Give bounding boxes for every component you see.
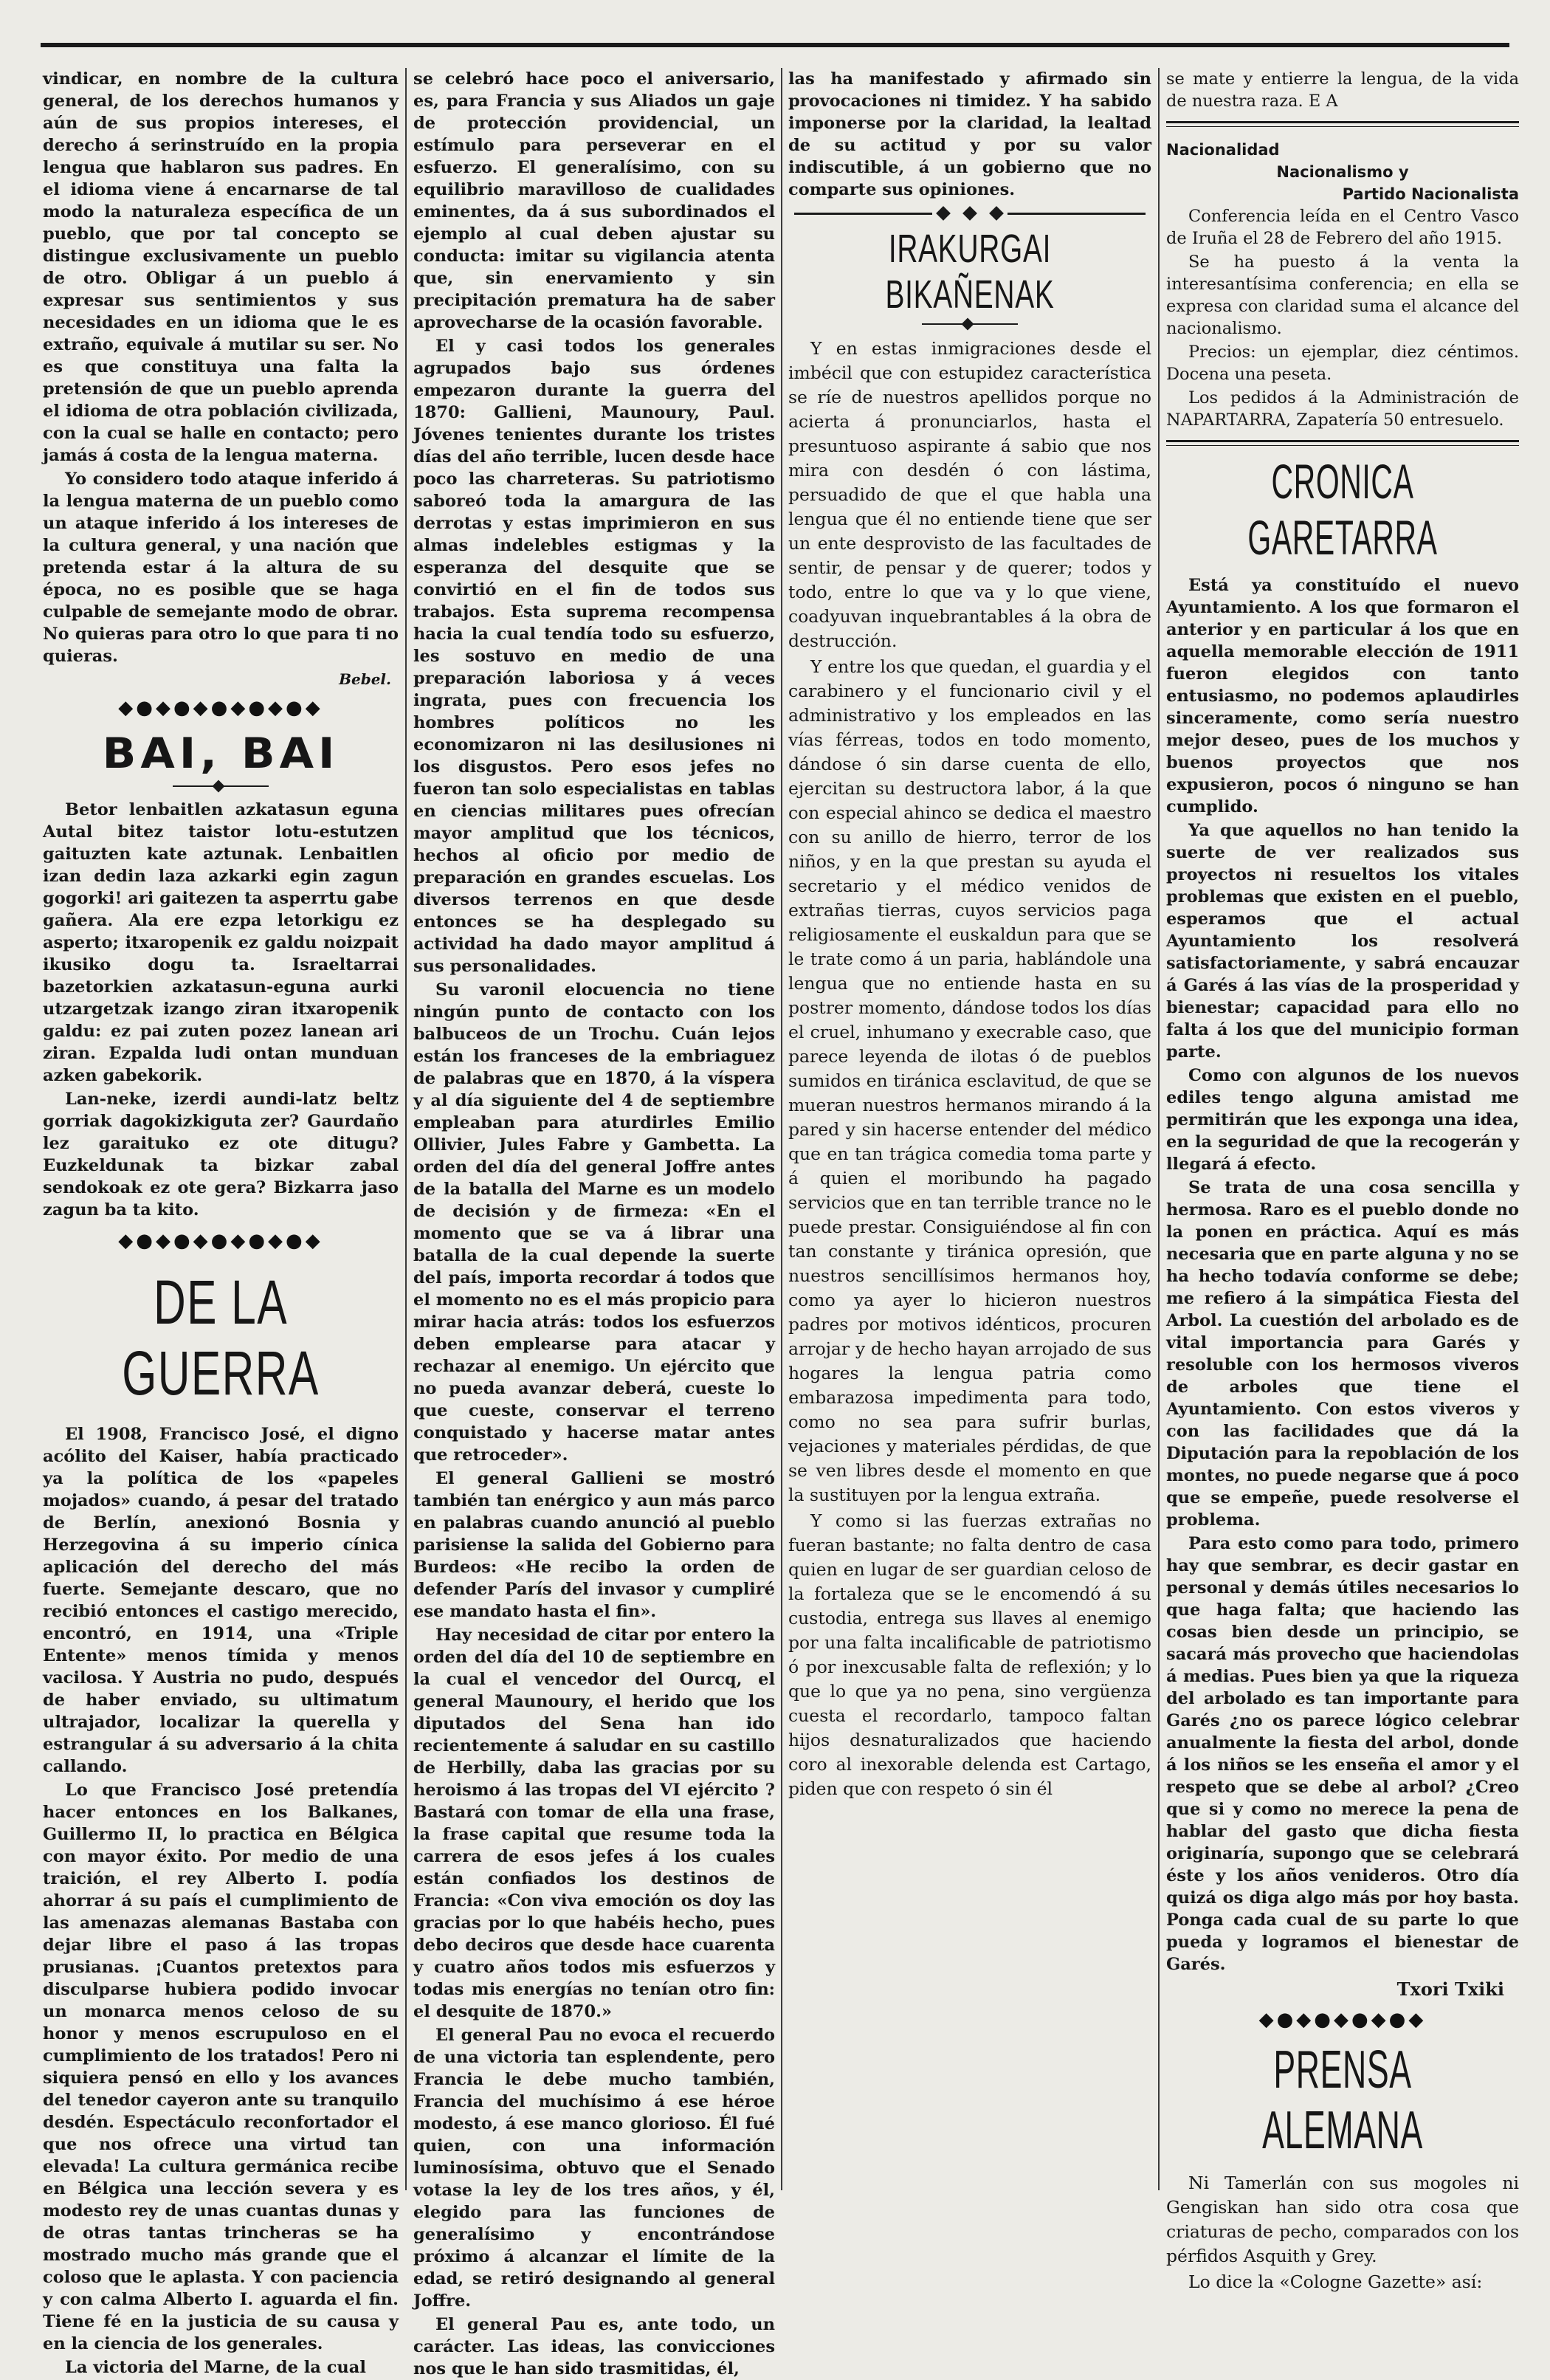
paragraph: Y entre los que quedan, el guardia y el carabinero y el funcionario civil y el administrativo y los empleados en las vías férreas, todos en todo momento, dándose ó sin darse cuenta de ello, ejercitan su destructora labor, á la que con especial ahinco se dedica el maestro con su anillo de hierro, terror de los niños, y en la que prestan su ayuda el secretario y el médico venidos de extrañas tierras, cuyos servicios paga religiosamente el euskaldun para que se le trate como á un paria, hablándole una lengua que no entiende hasta en su postrer momento, dándose todos los días el cruel, inhumano y execrable caso, que parece leyenda de ilotas ó de pueblos sumidos en tiránica esclavitud, de que se mueran nuestros hermanos mirando á la pared y sin hacerse entender del médico que en tan trágica comedia toma parte y á quien el moribundo ha pagado servicios que en tan terrible trance no le puede prestar. Consiguiéndose al fin con tan constante y tiránica opresión, que nuestros sencillísimos hermanos hoy, como ya ayer lo hicieron nuestros padres por motivos idénticos, procuren arrojar y de hecho hayan arrojado de sus hogares la lengua patria como embarazosa impedimenta para todo, como no sea para sufrir burlas, vejaciones y materiales pérdidas, de que se ven libres desde el momento en que la sustituyen por la lengua extraña.: [788, 656, 1151, 1505]
paragraph: Y como si las fuerzas extrañas no fueran bastante; no falta dentro de casa quien en lugar de ser guardian celoso de la fortaleza que se le encomendó á su custodia, entrega sus llaves al enemigo por una falta incalificable de patriotismo ó por inexcusable falta de reflexión; y lo que lo que ya no pena, sino vergüenza cuesta el recordarlo, tampoco faltan hijos desnaturalizados que haciendo coro al inexorable delenda est Cartago, piden que con respeto ó sin él: [788, 1510, 1151, 1799]
paragraph: La victoria del Marne, de la cual: [65, 2358, 366, 2377]
paragraph: Está ya constituído el nuevo Ayuntamiento. A los que formaron el anterior y en particular á los que en aquella memorable elección de 1911 fueron elegidos con tanto entusiasmo, no podemos aplaudirles sinceramente, como sería nuestro mejor deseo, pues de los muchos y buenos proyectos que nos expusieron, pocos ó ninguno se han cumplido.: [1166, 576, 1519, 816]
paragraph: El general Gallieni se mostró también tan enérgico y aun más parco en palabras cuando anunció al pueblo parisiense la salida del Gobierno para Burdeos: «He recibo la orden de defender París del invasor y cumpliré ese mandato hasta el fin».: [413, 1469, 775, 1621]
double-rule: [1166, 440, 1519, 446]
ornament-divider: [788, 208, 1151, 219]
bebel-article: [43, 68, 399, 667]
bai-article: [43, 799, 399, 1221]
paragraph: El 1908, Francisco José, el digno acólito del Kaiser, había practicado ya la política de los «papeles mojados» cuando, á pesar del tratado de Berlín, anexionó Bosnia y Herzegovina á su imperio cínica aplicación del derecho del más fuerte. Semejante descaro, que no recibió entonces el castigo merecido, encontró, en 1914, una «Triple Entente» menos tímida y menos vacilosa. Y Austria no pudo, después de haber enviado, su ultimatum ultrajador, localizar la querella y estrangular á su adversario á la chita callando.: [43, 1425, 399, 1776]
top-rule: [41, 43, 1509, 47]
paragraph: Lan-neke, izerdi aundi-latz beltz gorriak dagokizkiguta zer? Gaurdaño lez garaituko ez ote ditugu? Euzkeldunak ta bizkar zabal sendokoak ez ote gera? Bizkarra jaso zagun ba ta kito.: [43, 1090, 399, 1220]
paragraph: Ya que aquellos no han tenido la suerte de ver realizados sus proyectos ni resueltos los vitales problemas que existen en el pueblo, esperamos que el actual Ayuntamiento los resolverá satisfactoriamente, y sabrá encauzar á Garés á las vías de la prosperidad y bienestar; capacidad para ello no falta á los que del municipio forman parte.: [1166, 821, 1519, 1062]
signature: Bebel.: [339, 670, 391, 688]
paragraph: Betor lenbaitlen azkatasun eguna Autal bitez taistor lotu-estutzen gaituzten kate aztunak. Lenbaitlen izan dedin laza azkarki egin zagun gogorki! ari gaitezen ta asperrtu gabe gañera. Ala ere ezpa letorkigu ez asperto; itxaropenik ez galdu noizpait ikusiko dogu ta. Israeltarrai bazetorkien azkatasun-eguna aurki utzargetzak izango ziran itxaropenik galdu: ez pai zuten pozez lanean ari ziran. Ezpalda ludi ontan munduan azken gabekorik.: [43, 800, 399, 1085]
column-3: [788, 68, 1151, 2179]
column-rule: [781, 68, 782, 2190]
headline-de-la-guerra: DE LA GUERRA: [122, 1268, 320, 1408]
ornament-divider: ◆●◆●◆●◆●◆●◆: [118, 697, 323, 719]
paragraph: Hay necesidad de citar por entero la orden del día del 10 de septiembre en la cual el vencedor del Ourcq, el general Maunoury, el herido que los diputados del Sena han ido recientemente á saludar en su castillo de Herbilly, daba las gracias por su heroismo á las tropas del VI ejército ? Bastará con tomar de ella una frase, la frase capital que resume toda la carrera de esos jefes á los cuales están confiados los destinos de Francia: «Con viva emoción os doy las gracias por lo que habéis hecho, pues debo deciros que desde hace cuarenta y cuatro años todos mis esfuerzos y todas mis energías no tenían otro fin: el desquite de 1870.»: [413, 1626, 775, 2021]
nacionalidad-heading: Nacionalidad: [1166, 141, 1280, 159]
paragraph: Se ha puesto á la venta la interesantísima conferencia; en ella se expresa con claridad suma el alcance del nacionalismo.: [1166, 252, 1519, 338]
paragraph: Su varonil elocuencia no tiene ningún punto de contacto con los balbuceos de un Trochu. Cuán lejos están los franceses de la embriaguez de palabras que en 1870, á la víspera y al día siguiente del 4 de septiembre empleaban para aturdirles Emilio Ollivier, Jules Fabre y Gambetta. La orden del día del general Joffre antes de la batalla del Marne es un modelo de decisión y de firmeza: «En el momento que se va á librar una batalla de la cual depende la suerte del país, importa recordar á todos que el momento no es el más propicio para mirar hacia atrás: todos los esfuerzos deben emplearse para atacar y rechazar al enemigo. Un ejército que no pueda avanzar deberá, cueste lo que cueste, conservar el terreno conquistado y hacerse matar antes que retroceder».: [413, 980, 775, 1465]
signature: Txori Txiki: [1396, 1978, 1504, 2000]
ornament-dash: [922, 322, 1018, 326]
column-rule: [1158, 68, 1160, 2190]
column-rule: [405, 68, 407, 2190]
paragraph: Yo considero todo ataque inferido á la lengua materna de un pueblo como un ataque inferido á los intereses de la cultura general, y una nación que pretenda estar á la altura de su época, no es posible que se haga culpable de semejante modo de obrar. No quieras para otro lo que para ti no quieras.: [43, 470, 399, 666]
paragraph: El general Pau no evoca el recuerdo de una victoria tan esplendente, pero Francia le debe mucho también, Francia del muchísimo á ese héroe modesto, á ese manco glorioso. Él fué quien, con una información luminosísima, obtuvo que el Senado votase la ley de los tres años, y él, elegido para las funciones de generalísimo y encontrándose próximo á alcanzar el límite de la edad, se retiró designando al general Joffre.: [413, 2026, 775, 2311]
paragraph: Los pedidos á la Administración de NAPARTARRA, Zapatería 50 entresuelo.: [1166, 388, 1519, 430]
irakurgai-article: [788, 337, 1151, 1801]
headline-bai-bai: BAI, BAI: [102, 729, 340, 779]
double-rule: [1166, 121, 1519, 127]
paragraph: Lo que Francisco José pretendía hacer entonces en los Balkanes, Guillermo II, lo practica en Bélgica con mayor éxito. Por medio de una traición, el rey Alberto I. podía ahorrar á su país el cumplimiento de las amenazas alemanas Bastaba con dejar libre el paso á las tropas prusianas. ¡Cuantos pretextos para disculparse hubiera podido invocar un monarca menos celoso de su honor y menos escrupuloso en el cumplimiento de los tratados! Pero ni siquiera pensó en ello y los avances del tenedor cayeron ante su tranquilo desdén. Espectáculo reconfortador el que nos ofrece una virtud tan elevada! La cultura germánica recibe en Bélgica una lección severa y es modesto rey de unas cuantas dunas y de otras tantas trincheras se ha mostrado mucho más grande que el coloso que le aplasta. Y con paciencia y con calma Alberto I. aguarda el fin. Tiene fé en la justicia de su causa y en la ciencia de los generales.: [43, 1781, 399, 2353]
headline-prensa-alemana: PRENSA ALEMANA: [1262, 2040, 1423, 2160]
cronica-article: [1166, 574, 1519, 1975]
headline-irakurgai: IRAKURGAI BIKAÑENAK: [885, 227, 1055, 317]
paragraph: Y en estas inmigraciones desde el imbécil que con estupidez característica se ríe de nuestros apellidos porque no acierta á pronunciarlos, hasta el presuntuoso aspirante á sabio que nos mira con desdén ó con lástima, persuadido de que el que habla una lengua que él no entiende tiene que ser un ente desprovisto de las facultades de sentir, de pensar y de querer; todos y todo, entre lo que va y lo que viene, coadyuvan inquebrantables á la obra de destrucción.: [788, 338, 1151, 651]
paragraph: El general Pau es, ante todo, un carácter. Las ideas, las convicciones nos que le han sido trasmitidas, él,: [413, 2315, 775, 2379]
column-4: [1166, 68, 1519, 2292]
ornament-divider: ◆●◆●◆●◆●◆●◆: [118, 1230, 323, 1252]
column-2: [413, 68, 775, 2379]
prensa-article: [1166, 2171, 1519, 2294]
paragraph: Precios: un ejemplar, diez céntimos. Docena una peseta.: [1166, 343, 1519, 384]
paragraph: las ha manifestado y afirmado sin provocaciones ni timidez. Y ha sabido imponerse por la claridad, la lealtad de su actitud y por su valor indiscutible, á un gobierno que no comparte sus opiniones.: [788, 69, 1151, 199]
paragraph: se celebró hace poco el aniversario, es, para Francia y sus Aliados un gaje de protección providencial, un estímulo para perseverar en el esfuerzo. El generalísimo, con su equilibrio maravilloso de cualidades eminentes, da á sus subordinados el ejemplo al cual deben ajustar su conducta: imitar su vigilancia atenta que, sin enervamiento y sin precipitación prematura ha de saber aprovecharse de la ocasión favorable.: [413, 69, 775, 332]
paragraph: Para esto como para todo, primero hay que sembrar, es decir gastar en personal y demás útiles necesarios lo que haga falta; que haciendo las cosas bien desde un principio, se sacará más provecho que haciendolas á medias. Pues bien ya que la riqueza del arbolado es tan importante para Garés ¿no os parece lógico celebrar anualmente la fiesta del arbol, donde á los niños se les enseña el amor y el respeto que se debe al arbol? ¿Creo que si y como no merece la pena de hablar del gasto que dicha fiesta originaría, supongo que se celebrará éste y los años venideros. Otro día quizá os diga algo más por hoy basta. Ponga cada cual de su parte lo que pueda y logramos el bienestar de Garés.: [1166, 1534, 1519, 1974]
partido-heading: Partido Nacionalista: [1342, 185, 1519, 203]
guerra-continued: [413, 68, 775, 2380]
paragraph: Como con algunos de los nuevos ediles tengo alguna amistad me permitirán que les exponga una idea, en la seguridad de que la recogerán y llegará á efecto.: [1166, 1066, 1519, 1174]
paragraph: Ni Tamerlán con sus mogoles ni Gengiskan han sido otra cosa que criaturas de pecho, comparados con los pérfidos Asquith y Grey.: [1166, 2173, 1519, 2266]
ornament-dash: [173, 784, 269, 788]
paragraph: Lo dice la «Cologne Gazette» así:: [1188, 2271, 1483, 2292]
column-1: [43, 68, 399, 2377]
guerra-article: [43, 1423, 399, 2379]
ornament-divider: ◆●◆●◆●◆●◆: [1258, 2009, 1427, 2031]
paragraph: Se trata de una cosa sencilla y hermosa. Raro es el pueblo donde no la ponen en práctica. Aquí es más necesaria que en parte alguna y no se ha hecho todavía conforme se debe; me refiero á la simpática Fiesta del Arbol. La cuestión del arbolado es de vital importancia para Garés y resoluble con los hermosos viveros de arboles que tiene el Ayuntamiento. Con estos viveros y con las facilidades que dá la Diputación para la repoblación de los montes, no puede negarse que á poco que se empeñe, puede resolverse el problema.: [1166, 1178, 1519, 1530]
headline-cronica-garetarra: CRONICA GARETARRA: [1247, 454, 1438, 565]
paragraph: Conferencia leída en el Centro Vasco de Iruña el 28 de Febrero del año 1915.: [1166, 207, 1519, 248]
nacionalismo-heading: Nacionalismo y: [1276, 163, 1409, 181]
guerra-end: [788, 68, 1151, 201]
paragraph: El y casi todos los generales agrupados bajo sus órdenes empezaron durante la guerra del 1870: Gallieni, Maunoury, Paul. Jóvenes tenientes durante los tristes días del año terrible, lucen desde hace poco las charreteras. Su patriotismo saboreó toda la amargura de las derrotas y estas imprimieron en sus almas indelebles estigmas y la esperanza del desquite que se convirtió en el fin de todos sus trabajos. Esta suprema recompensa hacia la cual tendía todo su esfuerzo, les sostuvo en medio de una preparación laboriosa y á veces ingrata, pues con frecuencia los hombres políticos no les economizaron ni las desilusiones ni los disgustos. Pero esos jefes no fueron tan solo especialistas en tablas en ciencias militares pues ofrecían mayor amplitud que los técnicos, hechos al oficio por medio de preparación en grandes escuelas. Los diversos terrenos en que desde entonces se ha desplegado su actividad ha dado mayor amplitud á sus personalidades.: [413, 337, 775, 976]
paragraph: se mate y entierre la lengua, de la vida de nuestra raza. E A: [1166, 69, 1519, 111]
paragraph: vindicar, en nombre de la cultura general, de los derechos humanos y aún de sus propios intereses, el derecho á serinstruído en la propia lengua que hablaron sus padres. En el idioma viene á encarnarse de tal modo la naturaleza específica de un pueblo, que por tal concepto se distingue exclusivamente un pueblo de otro. Obligar á un pueblo á expresar sus sentimientos y sus necesidades en un idioma que le es extraño, equivale á mutilar su ser. No es que constituya una falta la pretensión de que un pueblo aprenda el idioma de otra población civilizada, con la cual se halle en contacto; pero jamás á costa de la lengua materna.: [43, 69, 399, 465]
